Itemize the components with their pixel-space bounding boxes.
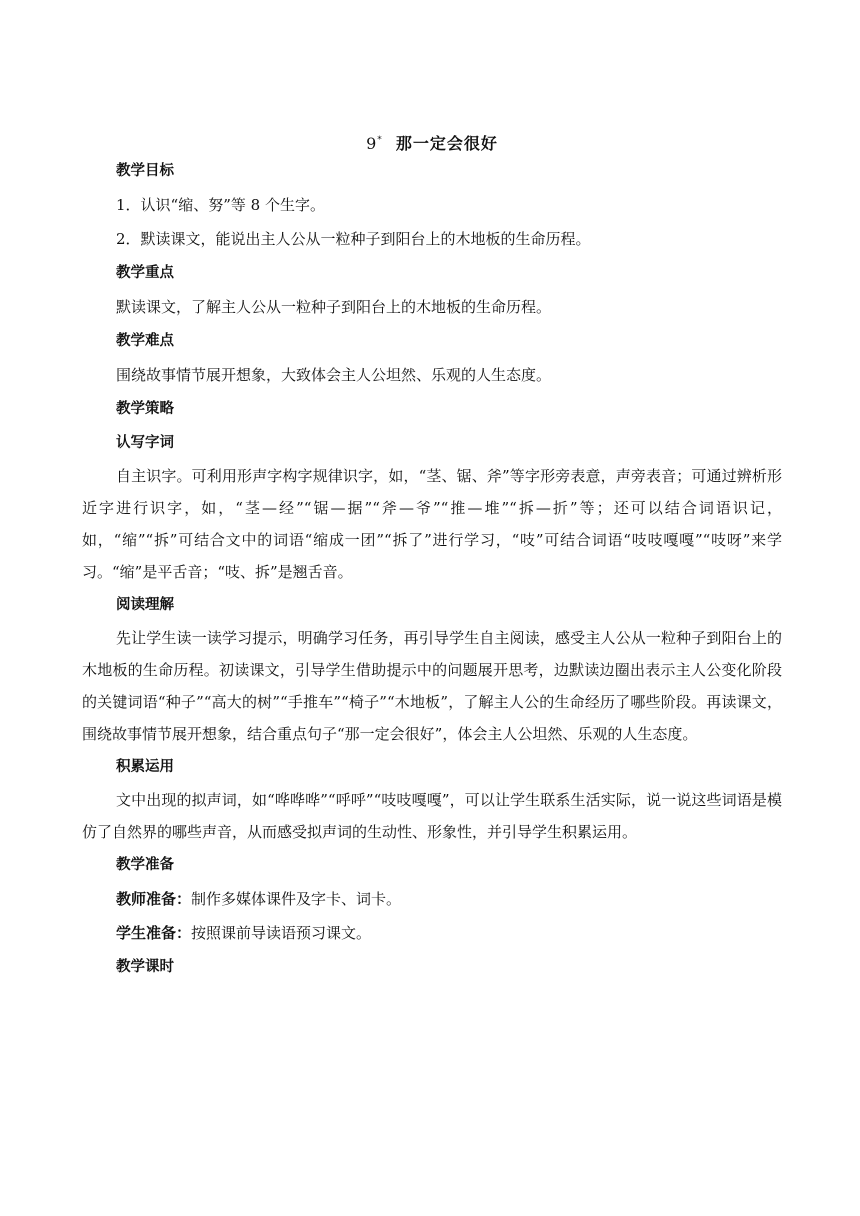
periods-heading: 教学课时 — [116, 959, 174, 975]
student-preparation — [82, 916, 782, 950]
teacher-preparation-text: 制作多媒体课件及字卡、词卡。 — [191, 890, 402, 908]
goal-item: 2．默读课文，能说出主人公从一粒种子到阳台上的木地板的生命历程。 — [116, 230, 591, 248]
key-point-text: 默读课文，了解主人公从一粒种子到阳台上的木地板的生命历程。 — [116, 298, 552, 316]
preparation-heading: 教学准备 — [116, 857, 174, 873]
key-point-heading: 教学重点 — [116, 265, 174, 281]
difficulty-heading: 教学难点 — [116, 333, 174, 349]
strategy-paragraph: 文中出现的拟声词，如“哗哗哗”“呼呼”“吱吱嘎嘎”，可以让学生联系生活实际，说一说这些词语是模仿了自然界的哪些声音，从而感受拟声词的生动性、形象性，并引导学生积累运用。 — [82, 791, 782, 841]
goals-heading: 教学目标 — [116, 163, 174, 179]
strategy-paragraph: 先让学生读一读学习提示，明确学习任务，再引导学生自主阅读，感受主人公从一粒种子到阳台上的木地板的生命历程。初读课文，引导学生借助提示中的问题展开思考，边默读边圈出表示主人公变化阶段的关键词语“种子”“高大的树”“手推车”“椅子”“木地板”，了解主人公的生命经历了哪些阶段。再读课文，围绕故事情节展开想象，结合重点句子“那一定会很好”，体会主人公坦然、乐观的人生态度。 — [82, 629, 782, 743]
lesson-number: 9 — [366, 134, 378, 153]
teacher-preparation — [82, 882, 782, 916]
optional-mark: * — [377, 135, 383, 145]
lesson-title-text: 那一定会很好 — [395, 134, 498, 153]
goal-item: 1．认识“缩、努”等 8 个生字。 — [116, 196, 325, 214]
student-preparation-label: 学生准备： — [116, 924, 192, 942]
strategy-subheading: 积累运用 — [116, 759, 174, 775]
strategy-heading: 教学策略 — [116, 401, 174, 417]
strategy-subheading: 认写字词 — [116, 435, 174, 451]
difficulty-text: 围绕故事情节展开想象，大致体会主人公坦然、乐观的人生态度。 — [116, 366, 552, 384]
strategy-subheading: 阅读理解 — [116, 597, 174, 613]
strategy-paragraph: 自主识字。可利用形声字构字规律识字，如，“茎、锯、斧”等字形旁表意，声旁表音；可通过辨析形近字进行识字，如，“茎—经”“锯—据”“斧—爷”“推—堆”“拆—折”等；还可以结合词语识记，如，“缩”“拆”可结合文中的词语“缩成一团”“拆了”进行学习，“吱”可结合词语“吱吱嘎嘎”“吱呀”来学习。“缩”是平舌音；“吱、拆”是翘舌音。 — [82, 467, 782, 581]
teacher-preparation-label: 教师准备： — [116, 890, 192, 908]
document-page — [82, 126, 782, 984]
student-preparation-text: 按照课前导读语预习课文。 — [191, 924, 372, 942]
lesson-title — [82, 126, 782, 154]
